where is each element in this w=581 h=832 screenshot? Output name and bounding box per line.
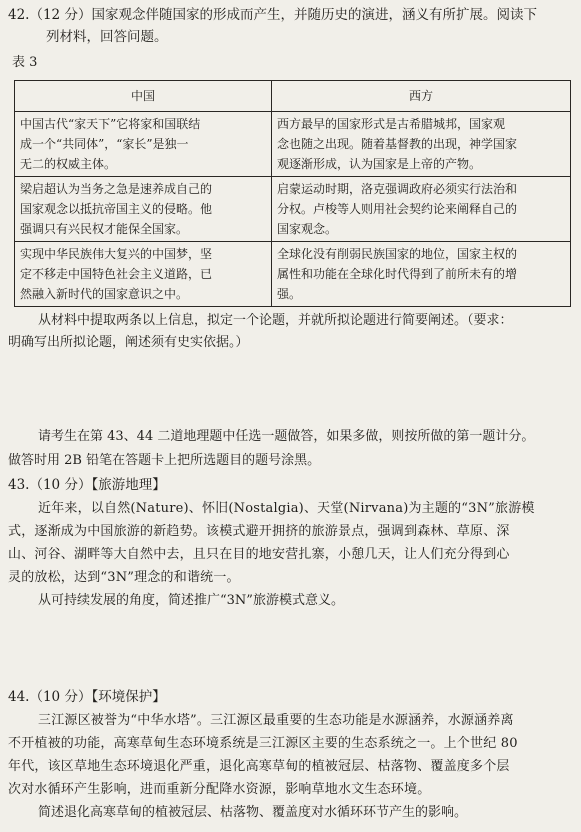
table-3 <box>14 80 571 307</box>
q43-body-line: 山、河谷、湖畔等大自然中去，且只在目的地安营扎寨，小憩几天，让人们充分得到心 <box>8 547 510 562</box>
cell-china <box>15 242 272 307</box>
cell-china <box>15 177 272 242</box>
q43-body-line: 近年来，以自然(Nature)、怀旧(Nostalgia)、天堂(Nirvana)为主题的“3N”旅游模 <box>38 501 535 516</box>
cell-line: 强调只有兴民权才能保全国家。 <box>20 222 189 236</box>
cell-line: 中国古代“家天下”它将家和国联结 <box>20 117 201 131</box>
table-header-row <box>15 81 571 112</box>
instructions-line1: 请考生在第 43、44 二道地理题中任选一题做答，如果多做，则按所做的第一题计分。 <box>38 429 535 444</box>
q42-title-line2: 列材料，回答问题。 <box>46 29 168 45</box>
cell-line: 实现中华民族伟大复兴的中国梦，坚 <box>20 247 213 261</box>
cell-line: 成一个“共同体”，“家长”是独一 <box>20 137 189 151</box>
cell-west <box>272 177 571 242</box>
q43-body-line: 式，逐渐成为中国旅游的新趋势。该模式避开拥挤的旅游景点，强调到森林、草原、深 <box>8 524 510 539</box>
cell-line: 观逐渐形成，认为国家是上帝的产物。 <box>277 157 482 171</box>
q43-task: 从可持续发展的角度，简述推广“3N”旅游模式意义。 <box>38 593 344 608</box>
q44-body-line: 三江源区被誉为“中华水塔”。三江源区最重要的生态功能是水源涵养，水源涵养离 <box>38 713 514 728</box>
cell-line: 无二的权威主体。 <box>20 157 117 171</box>
cell-line: 启蒙运动时期，洛克强调政府必须实行法治和 <box>277 182 518 196</box>
cell-west <box>272 112 571 177</box>
cell-line: 全球化没有削弱民族国家的地位，国家主权的 <box>277 247 518 261</box>
header-china: 中国 <box>15 81 272 112</box>
q43-body-line: 灵的放松，达到“3N”理念的和谐统一。 <box>8 570 240 585</box>
cell-china <box>15 112 272 177</box>
q44-task: 简述退化高寒草甸的植被冠层、枯落物、覆盖度对水循环环节产生的影响。 <box>38 805 468 820</box>
q44-body-line: 年代，该区草地生态环境退化严重，退化高寒草甸的植被冠层、枯落物、覆盖度多个层 <box>8 759 510 774</box>
q44-body-line: 次对水循环产生影响，进而重新分配降水资源，影响草地水文生态环境。 <box>8 782 431 797</box>
q42-task-line1: 从材料中提取两条以上信息，拟定一个论题，并就所拟论题进行简要阐述。（要求： <box>38 313 513 328</box>
cell-line: 国家观念。 <box>277 222 338 236</box>
instructions-line2: 做答时用 2B 铅笔在答题卡上把所选题目的题号涂黑。 <box>8 453 321 468</box>
header-west: 西方 <box>272 81 571 112</box>
table-label: 表 3 <box>12 55 38 70</box>
cell-line: 梁启超认为当务之急是速养成自己的 <box>20 182 213 196</box>
q44-title: 44.（10 分）【环境保护】 <box>8 689 166 705</box>
cell-line: 国家观念以抵抗帝国主义的侵略。他 <box>20 202 213 216</box>
cell-line: 念也随之出现。随着基督教的出现，神学国家 <box>277 137 518 151</box>
q44-body-line: 不开植被的功能，高寒草甸生态环境系统是三江源区主要的生态系统之一。上个世纪 80 <box>8 736 518 751</box>
cell-line: 然融入新时代的国家意识之中。 <box>20 287 189 301</box>
q42-title-line1: 42.（12 分）国家观念伴随国家的形成而产生，并随历史的演进，涵义有所扩展。阅读下 <box>8 7 537 23</box>
cell-line: 强。 <box>277 287 302 301</box>
q43-title: 43.（10 分）【旅游地理】 <box>8 477 166 493</box>
cell-line: 定不移走中国特色社会主义道路，已 <box>20 267 213 281</box>
cell-west <box>272 242 571 307</box>
table-row <box>15 112 571 177</box>
cell-line: 西方最早的国家形式是古希腊城邦，国家观 <box>277 117 506 131</box>
q42-task-line2: 明确写出所拟论题，阐述须有史实依据。） <box>8 335 249 350</box>
table-row <box>15 242 571 307</box>
cell-line: 分权。卢梭等人则用社会契约论来阐释自己的 <box>277 202 518 216</box>
cell-line: 属性和功能在全球化时代得到了前所未有的增 <box>277 267 518 281</box>
table-row <box>15 177 571 242</box>
